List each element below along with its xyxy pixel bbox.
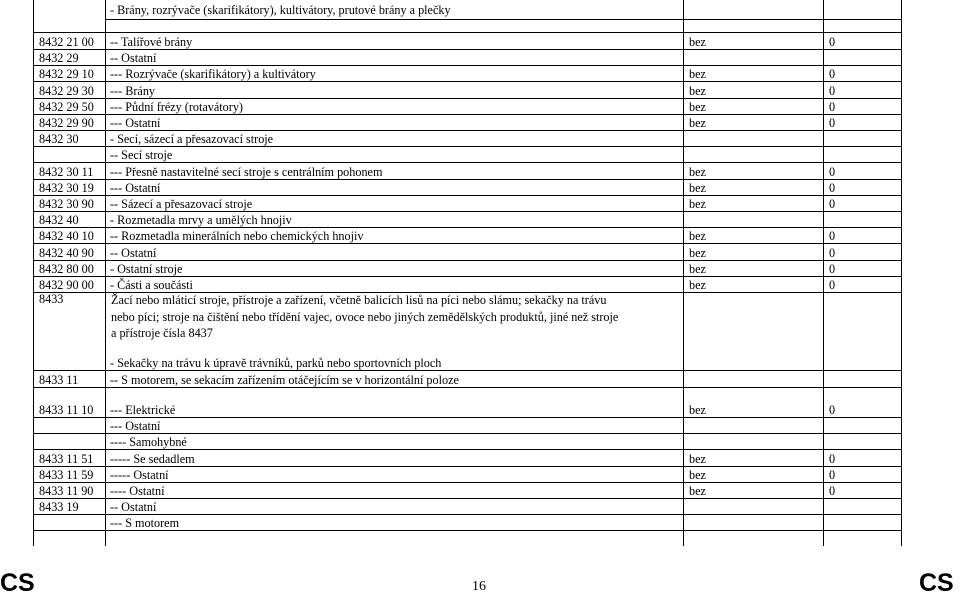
rate-note: 0	[829, 484, 836, 498]
row-divider	[33, 130, 902, 131]
row-divider	[33, 433, 902, 434]
duty-rate: bez	[689, 403, 706, 417]
rate-note: 0	[829, 83, 836, 98]
duty-rate: bez	[689, 83, 706, 98]
tariff-code: 8433 11	[39, 373, 79, 387]
rate-note: 0	[829, 35, 836, 49]
tariff-description: -- Ostatní	[110, 51, 157, 66]
tariff-description: --- Přesně nastavitelné secí stroje s centrálním pohonem	[110, 164, 383, 179]
tariff-code: 8432 29 50	[39, 99, 94, 114]
row-divider	[33, 211, 902, 212]
language-code-left: CS	[0, 569, 35, 597]
rate-note: 0	[829, 261, 836, 276]
tariff-description: ----- Ostatní	[110, 467, 169, 482]
row-divider	[33, 370, 902, 371]
tariff-code: 8432 40 90	[39, 245, 94, 260]
row-divider	[33, 179, 902, 180]
row-divider	[33, 227, 902, 228]
rate-note: 0	[829, 164, 836, 179]
tariff-code: 8432 29	[39, 51, 79, 66]
tariff-code: 8433 19	[39, 500, 79, 515]
table-row-heading	[0, 292, 960, 340]
tariff-code: 8433 11 90	[39, 484, 94, 498]
tariff-code: 8432 21 00	[39, 35, 94, 49]
tariff-description: -- S motorem, se sekacím zařízením otáčejícím se v horizontální poloze	[110, 373, 459, 387]
row-divider	[33, 65, 902, 66]
row-divider	[33, 49, 902, 50]
rate-note: 0	[829, 180, 836, 195]
tariff-code: 8432 40	[39, 213, 79, 228]
rate-note: 0	[829, 229, 836, 244]
duty-rate: bez	[689, 116, 706, 130]
page-number: 16	[472, 579, 486, 594]
duty-rate: bez	[689, 229, 706, 244]
duty-rate: bez	[689, 451, 706, 466]
tariff-description: -- Ostatní	[110, 500, 157, 515]
row-divider	[33, 514, 902, 515]
tariff-description: --- Rozrývače (skarifikátory) a kultivátory	[110, 67, 316, 82]
tariff-code: 8432 29 30	[39, 83, 94, 98]
tariff-code: 8432 30 19	[39, 180, 94, 195]
tariff-description: --- S motorem	[110, 516, 180, 531]
tariff-code: 8432 30	[39, 132, 79, 147]
row-divider	[33, 449, 902, 450]
tariff-description: --- Půdní frézy (rotavátory)	[110, 99, 243, 114]
row-divider	[33, 498, 902, 499]
rate-note: 0	[829, 467, 836, 482]
duty-rate: bez	[689, 35, 706, 49]
tariff-code: 8432 30 90	[39, 197, 94, 211]
tariff-description: - Sekačky na trávu k úpravě trávníků, parků nebo sportovních ploch	[110, 356, 442, 370]
row-divider	[33, 32, 902, 33]
row-divider	[33, 98, 902, 99]
row-divider	[33, 114, 902, 115]
tariff-description: --- Ostatní	[110, 419, 161, 434]
duty-rate: bez	[689, 99, 706, 114]
rate-note: 0	[829, 451, 836, 466]
tariff-code: 8433 11 59	[39, 467, 94, 482]
tariff-description: --- Brány	[110, 83, 156, 98]
tariff-description: -- Talířové brány	[110, 35, 193, 49]
rate-note: 0	[829, 67, 836, 82]
language-code-right: CS	[919, 569, 954, 597]
tariff-code: 8432 90 00	[39, 278, 94, 292]
rate-note: 0	[829, 197, 836, 211]
duty-rate: bez	[689, 278, 706, 292]
row-divider	[33, 466, 902, 467]
duty-rate: bez	[689, 67, 706, 82]
tariff-code: 8432 29 10	[39, 67, 94, 82]
duty-rate: bez	[689, 484, 706, 498]
tariff-code: 8432 29 90	[39, 116, 94, 130]
row-divider	[33, 276, 902, 277]
tariff-description: Žací nebo mláticí stroje, přístroje a zařízení, včetně balicích lisů na píci nebo slámu; sekačky na trávu nebo píci; stroje na čištění nebo třídění vajec, ovoce nebo jiných zemědělských produktů, jiné než stroje a přístroje čísla 8437	[111, 293, 619, 340]
row-divider	[33, 243, 902, 244]
tariff-description: --- Ostatní	[110, 116, 161, 130]
rate-note: 0	[829, 403, 836, 417]
rate-note: 0	[829, 245, 836, 260]
duty-rate: bez	[689, 180, 706, 195]
row-divider	[33, 162, 902, 163]
rate-note: 0	[829, 278, 836, 292]
row-divider	[33, 387, 902, 388]
row-divider	[33, 482, 902, 483]
row-divider	[105, 19, 902, 20]
tariff-description: ----- Se sedadlem	[110, 451, 195, 466]
tariff-description: - Rozmetadla mrvy a umělých hnojiv	[110, 213, 292, 228]
duty-rate: bez	[689, 164, 706, 179]
duty-rate: bez	[689, 245, 706, 260]
rate-note: 0	[829, 116, 836, 130]
tariff-description: --- Elektrické	[110, 403, 176, 417]
tariff-description: -- Sázecí a přesazovací stroje	[110, 197, 253, 211]
row-divider	[33, 530, 902, 531]
row-divider	[33, 260, 902, 261]
row-divider	[33, 195, 902, 196]
duty-rate: bez	[689, 467, 706, 482]
tariff-code: 8433 11 10	[39, 403, 94, 417]
tariff-description: - Ostatní stroje	[110, 261, 183, 276]
tariff-description: --- Ostatní	[110, 180, 161, 195]
tariff-code: 8433 11 51	[39, 451, 94, 466]
tariff-description: -- Rozmetadla minerálních nebo chemických hnojiv	[110, 229, 364, 244]
section-heading: - Brány, rozrývače (skarifikátory), kultivátory, prutové brány a plečky	[110, 3, 451, 17]
tariff-code: 8432 40 10	[39, 229, 94, 244]
duty-rate: bez	[689, 261, 706, 276]
tariff-description: -- Secí stroje	[110, 148, 173, 163]
tariff-code: 8432 80 00	[39, 261, 94, 276]
rate-note: 0	[829, 99, 836, 114]
row-divider	[33, 417, 902, 418]
duty-rate: bez	[689, 197, 706, 211]
tariff-description: ---- Ostatní	[110, 484, 165, 498]
tariff-description: ---- Samohybné	[110, 435, 187, 450]
tariff-description: - Části a součásti	[110, 278, 193, 292]
tariff-code: 8432 30 11	[39, 164, 94, 179]
tariff-code: 8433	[39, 292, 64, 306]
tariff-description: -- Ostatní	[110, 245, 157, 260]
row-divider	[33, 81, 902, 82]
row-divider	[33, 146, 902, 147]
tariff-description: - Secí, sázecí a přesazovací stroje	[110, 132, 274, 147]
